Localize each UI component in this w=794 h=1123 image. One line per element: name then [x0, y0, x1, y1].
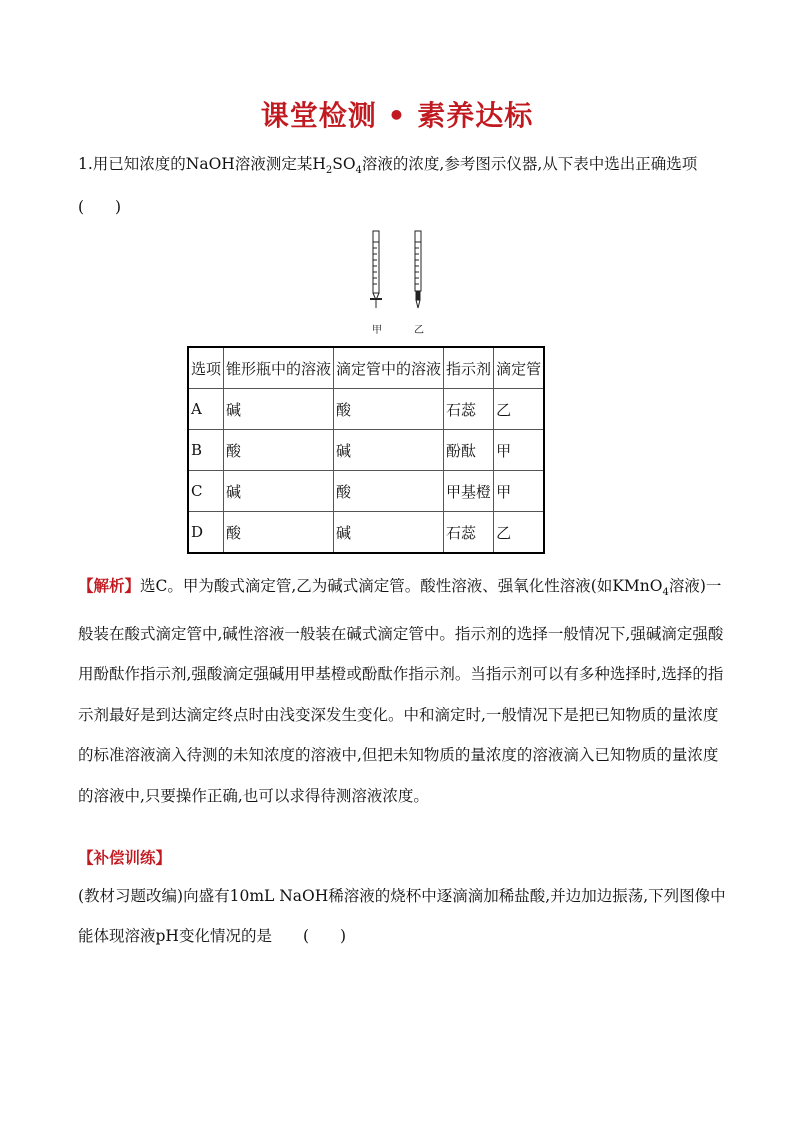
options-table [187, 346, 545, 554]
supplement-heading: 【补偿训练】 [78, 849, 172, 867]
table-cell: B [188, 430, 224, 471]
question-2: (教材习题改编)向盛有10mL NaOH稀溶液的烧杯中逐滴滴加稀盐酸,并边加边振荡,下列图像中能体现溶液pH变化情况的是 ( ) [78, 887, 726, 945]
table-cell: C [188, 471, 224, 512]
base-burette [415, 231, 421, 308]
table-cell: 碱 [334, 512, 444, 554]
burette-illustration [355, 228, 445, 320]
table-cell: 碱 [224, 389, 334, 430]
answer-explanation: 【解析】选C。甲为酸式滴定管,乙为碱式滴定管。酸性溶液、强氧化性溶液(如KMnO$_4$溶液)一般装在酸式滴定管中,碱性溶液一般装在碱式滴定管中。指示剂的选择一般情况下,强碱滴定强酸用酚酞作指示剂,强酸滴定强碱用甲基橙或酚酞作指示剂。当指示剂可以有多种选择时,选择的指示剂最好是到达滴定终点时由浅变深发生变化。中和滴定时,一般情况下是把已知物质的量浓度的标准溶液滴入待测的未知浓度的溶液中,但把未知物质的量浓度的溶液滴入已知物质的量浓度的溶液中,只要操作正确,也可以求得待测溶液浓度。 [78, 577, 724, 805]
table-row [188, 389, 544, 430]
table-cell: 酸 [224, 430, 334, 471]
table-cell: 石蕊 [444, 512, 494, 554]
label-jia: 甲 [372, 325, 382, 336]
table-cell: 甲 [494, 471, 545, 512]
table-row [188, 512, 544, 554]
table-row [188, 471, 544, 512]
table-cell: D [188, 512, 224, 554]
table-row [188, 430, 544, 471]
table-cell: 酸 [334, 471, 444, 512]
header-cell: 滴定管中的溶液 [334, 347, 444, 389]
table-header-row [188, 347, 544, 389]
header-cell: 滴定管 [494, 347, 545, 389]
table-cell: 酸 [224, 512, 334, 554]
table-cell: 乙 [494, 512, 545, 554]
table-cell: 石蕊 [444, 389, 494, 430]
table-cell: 碱 [224, 471, 334, 512]
header-cell: 锥形瓶中的溶液 [224, 347, 334, 389]
table-cell: 酸 [334, 389, 444, 430]
table-cell: 甲基橙 [444, 471, 494, 512]
page-title: 课堂检测 • 素养达标 [260, 99, 534, 132]
burette-figure [355, 228, 445, 338]
table-cell: 甲 [494, 430, 545, 471]
table-cell: 酚酞 [444, 430, 494, 471]
table-cell: 碱 [334, 430, 444, 471]
table-cell: A [188, 389, 224, 430]
acid-burette [370, 231, 382, 308]
answer-label: 【解析】 [78, 577, 141, 595]
header-cell: 指示剂 [444, 347, 494, 389]
header-cell: 选项 [188, 347, 224, 389]
table-cell: 乙 [494, 389, 545, 430]
question-1: 1.用已知浓度的NaOH溶液测定某$H_2SO_4$溶液的浓度,参考图示仪器,从下表中选出正确选项 ( ) [78, 155, 713, 217]
label-yi: 乙 [414, 325, 424, 336]
